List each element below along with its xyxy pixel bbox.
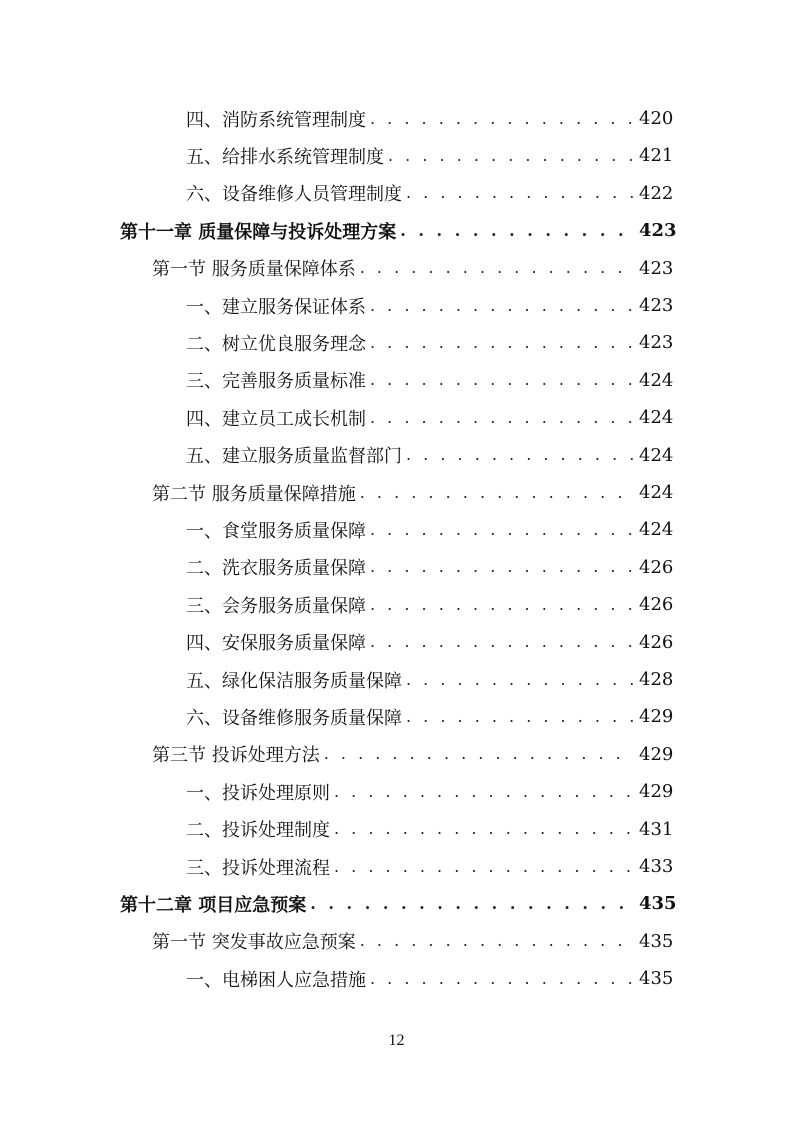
toc-dot-leader	[310, 896, 633, 912]
toc-entry-page: 433	[639, 856, 674, 877]
toc-entry-title: 第三节 投诉处理方法	[152, 745, 320, 767]
toc-dot-leader	[334, 784, 633, 800]
toc-entry-page: 423	[639, 332, 674, 354]
toc-entry-title: 二、树立优良服务理念	[186, 333, 366, 355]
toc-entry-page: 424	[639, 519, 674, 541]
toc-entry-page: 421	[639, 145, 674, 167]
toc-entry-item	[186, 549, 673, 586]
toc-dot-leader	[370, 335, 633, 351]
toc-entry-title: 二、投诉处理制度	[186, 820, 330, 842]
toc-entry-item	[186, 287, 673, 324]
toc-dot-leader	[370, 522, 633, 538]
toc-dot-leader	[324, 746, 633, 762]
toc-entry-title: 一、电梯困人应急措施	[186, 969, 366, 991]
toc-entry-title: 一、建立服务保证体系	[186, 296, 366, 318]
toc-entry-title: 第一节 突发事故应急预案	[152, 932, 356, 954]
toc-entry-title: 五、建立服务质量监督部门	[186, 446, 402, 468]
toc-entry-page: 435	[639, 930, 674, 952]
toc-entry-title: 二、洗衣服务质量保障	[186, 558, 366, 580]
toc-entry-title: 一、食堂服务质量保障	[186, 520, 366, 542]
toc-entry-title: 六、设备维修人员管理制度	[186, 184, 402, 206]
toc-entry-page: 428	[639, 669, 674, 690]
toc-entry-page: 424	[639, 482, 674, 503]
toc-entry-page: 423	[639, 295, 674, 316]
toc-entry-title: 四、建立员工成长机制	[186, 408, 366, 430]
toc-dot-leader	[370, 971, 633, 987]
toc-entry-item	[186, 624, 673, 661]
toc-dot-leader	[370, 559, 633, 575]
toc-dot-leader	[370, 111, 633, 127]
toc-dot-leader	[370, 634, 633, 650]
toc-entry-page: 424	[639, 407, 674, 429]
toc-entry-page: 423	[639, 257, 674, 279]
toc-entry-item	[186, 661, 673, 698]
toc-entry-title: 三、完善服务质量标准	[186, 371, 366, 393]
toc-entry-title: 第十二章 项目应急预案	[120, 894, 307, 916]
toc-dot-leader	[388, 148, 633, 164]
toc-entry-page: 423	[639, 220, 677, 242]
toc-entry-item	[186, 960, 673, 997]
toc-entry-item	[186, 511, 673, 548]
toc-entry-title: 四、安保服务质量保障	[186, 633, 366, 655]
toc-entry-section	[152, 250, 673, 287]
toc-entry-title: 五、绿化保洁服务质量保障	[186, 670, 402, 692]
toc-entry-item	[186, 362, 673, 399]
toc-entry-item	[186, 175, 673, 212]
toc-entry-item	[186, 811, 673, 848]
toc-dot-leader	[370, 597, 633, 613]
toc-entry-chapter	[120, 212, 677, 249]
toc-entry-item	[186, 437, 673, 474]
toc-entry-item	[186, 698, 673, 735]
toc-entry-item	[186, 586, 673, 623]
toc-entry-section	[152, 923, 673, 960]
toc-entry-title: 第二节 服务质量保障措施	[152, 483, 356, 505]
toc-entry-section	[152, 474, 673, 511]
toc-dot-leader	[360, 933, 633, 949]
toc-entry-title: 四、消防系统管理制度	[186, 109, 366, 131]
toc-entry-title: 第一节 服务质量保障体系	[152, 259, 356, 281]
toc-entry-page: 435	[639, 893, 677, 915]
toc-entry-item	[186, 324, 673, 361]
toc-dot-leader	[334, 859, 633, 875]
toc-dot-leader	[406, 672, 633, 688]
toc-entry-item	[186, 137, 673, 174]
toc-dot-leader	[400, 223, 633, 239]
toc-entry-page: 426	[639, 556, 674, 578]
toc-dot-leader	[370, 410, 633, 426]
toc-entry-title: 五、给排水系统管理制度	[186, 146, 384, 168]
toc-entry-page: 422	[639, 182, 674, 204]
toc-entry-title: 三、投诉处理流程	[186, 857, 330, 879]
toc-dot-leader	[370, 372, 633, 388]
toc-dot-leader	[406, 709, 633, 725]
page-number: 12	[388, 1032, 405, 1049]
toc-entry-title: 一、投诉处理原则	[186, 782, 330, 804]
toc-entry-title: 六、设备维修服务质量保障	[186, 707, 402, 729]
toc-entry-page: 429	[639, 743, 674, 765]
toc-entry-page: 429	[639, 706, 674, 728]
toc-entry-page: 424	[639, 369, 674, 391]
toc-dot-leader	[334, 821, 633, 837]
toc-dot-leader	[370, 298, 633, 314]
toc-entry-page: 435	[639, 968, 674, 990]
toc-entry-item	[186, 848, 673, 885]
toc-dot-leader	[360, 485, 633, 501]
toc-entry-chapter	[120, 885, 677, 922]
toc-entry-page: 426	[639, 594, 674, 616]
toc-entry-section	[152, 736, 673, 773]
toc-entry-page: 426	[639, 631, 674, 653]
toc-dot-leader	[406, 447, 633, 463]
toc-entry-title: 第十一章 质量保障与投诉处理方案	[120, 221, 397, 243]
toc-entry-page: 431	[639, 818, 674, 840]
toc-entry-title: 三、会务服务质量保障	[186, 595, 366, 617]
toc-entry-item	[186, 773, 673, 810]
toc-dot-leader	[360, 260, 633, 276]
toc-entry-page: 420	[639, 108, 674, 129]
toc-entry-item	[186, 399, 673, 436]
toc-dot-leader	[406, 185, 633, 201]
toc-entry-item	[186, 100, 673, 137]
toc-entry-page: 424	[639, 444, 674, 466]
toc-entry-page: 429	[639, 781, 674, 803]
